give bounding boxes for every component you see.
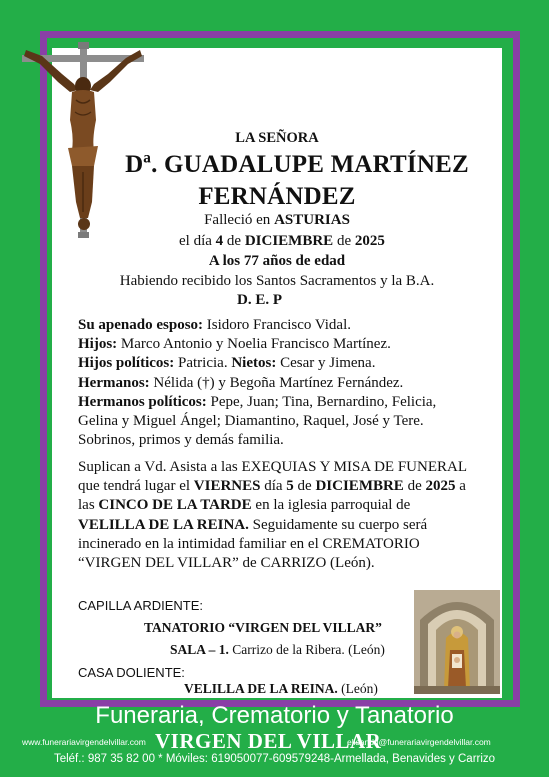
funeral-text: Suplican a Vd. Asista a las EXEQUIAS Y MISA DE FUNERAL que tendrá lugar el VIERNES día 5 de DICIEMBRE de 2025 a las CINCO DE LA TARDE en la iglesia parroquial de VELILLA DE LA REINA. Seguidamente su cuerpo será incinerado en la intimidad familiar en el CREMATORIO “VIRGEN DEL VILLAR” de CARRIZO (León). [78, 459, 467, 572]
chapel-venue: TANATORIO “VIRGEN DEL VILLAR” [144, 620, 382, 635]
family-spouse: Su apenado esposo: Isidoro Francisco Vidal. [78, 317, 352, 333]
footer-phones: Teléf.: 987 35 82 00 * Móviles: 619050077-609579248-Armellada, Benavides y Carrizo [53, 753, 496, 765]
footer-brand: Funeraria, Crematorio y Tanatorio [95, 702, 454, 729]
family-children: Hijos: Marco Antonio y Noelia Francisco Martínez. [78, 336, 391, 353]
death-place: Falleció en ASTURIAS [204, 212, 350, 228]
home-label: CASA DOLIENTE: [78, 665, 185, 680]
salutation: LA SEÑORA [235, 130, 319, 146]
frame-top [40, 31, 520, 38]
family-siblings: Hermanos: Nélida (†) y Begoña Martínez Fernández. [78, 374, 404, 391]
dep: D. E. P [237, 292, 282, 308]
frame-right [513, 31, 520, 707]
chapel-label: CAPILLA ARDIENTE: [78, 598, 203, 613]
footer-contact-row [0, 729, 549, 753]
family-section [78, 316, 470, 450]
deceased-name-line2: FERNÁNDEZ [198, 183, 356, 210]
notice-card [52, 48, 502, 698]
home-place: VELILLA DE LA REINA. (León) [184, 681, 378, 696]
age: A los 77 años de edad [208, 253, 346, 269]
virgin-statue-image [414, 590, 500, 694]
footer-name: VIRGEN DEL VILLAR [155, 729, 382, 753]
footer-email[interactable]: elisandu@funerariavirgendelvillar.com [347, 737, 491, 747]
sacraments: Habiendo recibido los Santos Sacramentos y la B.A. [119, 273, 435, 289]
family-siblings-in-law: Hermanos políticos: Pepe, Juan; Tina, Bernardino, Felicia, Gelina y Miguel Ángel; Diamantino, Raquel, José y Tere. Sobrinos, primos y demás familia. [78, 393, 437, 449]
death-date: el día 4 de DICIEMBRE de 2025 [179, 233, 385, 249]
deceased-name-line1: Dª. GUADALUPE MARTÍNEZ [125, 151, 469, 178]
footer-website[interactable]: www.funerariavirgendelvillar.com [22, 737, 146, 747]
funeral-section [78, 458, 470, 573]
family-children-in-law: Hijos políticos: Patricia. Nietos: Cesar y Jimena. [78, 355, 376, 372]
chapel-room: SALA – 1. Carrizo de la Ribera. (León) [170, 642, 385, 657]
